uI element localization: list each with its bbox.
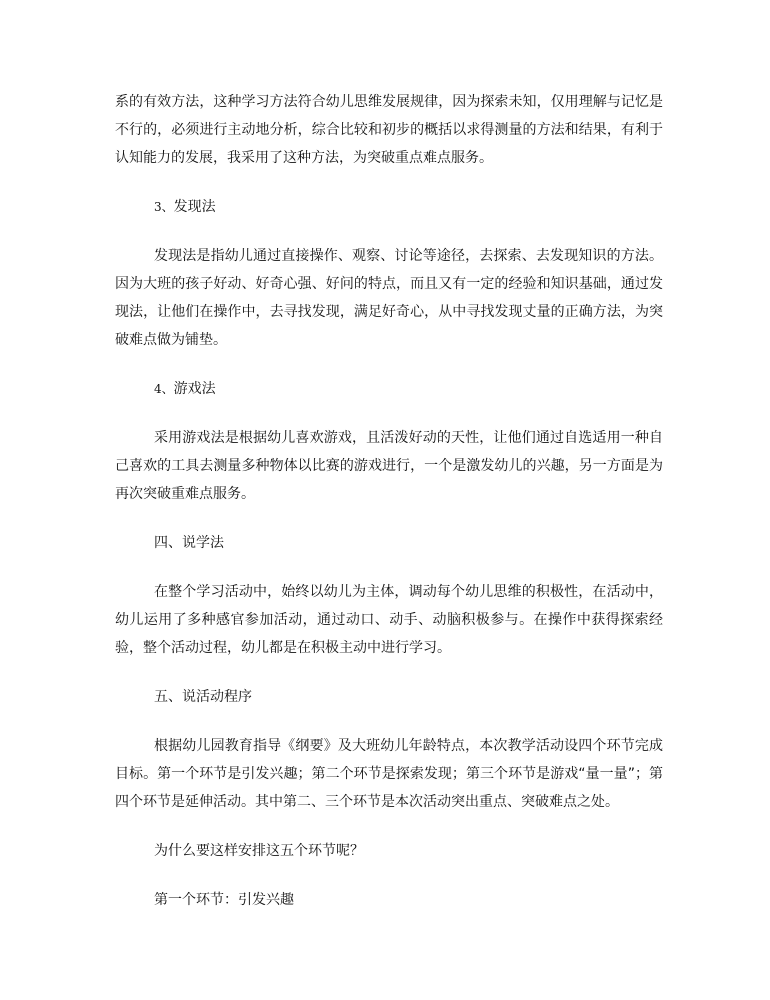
heading-number: 3、 (154, 200, 174, 214)
paragraph-activity-procedure: 根据幼儿园教育指导《纲要》及大班幼儿年龄特点，本次教学活动设四个环节完成目标。第一个环节是引发兴趣；第二个环节是探索发现；第三个环节是游戏“量一量”；第四个环节是延伸活动。其中第二、三个环节是本次活动突出重点、突破难点之处。 (115, 738, 663, 810)
heading-text: 发现法 (173, 199, 216, 215)
heading-game-method (115, 375, 663, 403)
heading-activity-procedure: 五、说活动程序 (154, 689, 252, 705)
paragraph-question: 为什么要这样安排这五个环节呢？ (154, 843, 364, 859)
heading-number: 4、 (154, 382, 174, 396)
heading-learning-method: 四、说学法 (154, 535, 224, 551)
paragraph-discovery-method: 发现法是指幼儿通过直接操作、观察、讨论等途径，去探索、去发现知识的方法。因为大班的孩子好动、好奇心强、好问的特点，而且又有一定的经验和知识基础，通过发现法，让他们在操作中，去寻找发现，满足好奇心，从中寻找发现丈量的正确方法，为突破难点做为铺垫。 (115, 248, 663, 348)
paragraph-method-summary: 系的有效方法，这种学习方法符合幼儿思维发展规律，因为探索未知，仅用理解与记忆是不行的，必须进行主动地分析，综合比较和初步的概括以求得测量的方法和结果，有利于认知能力的发展，我采用了这种方法，为突破重点难点服务。 (115, 94, 663, 166)
document-body (115, 88, 663, 914)
heading-text: 游戏法 (173, 381, 216, 397)
heading-discovery-method (115, 193, 663, 221)
paragraph-first-step: 第一个环节：引发兴趣 (154, 892, 294, 908)
paragraph-learning-method: 在整个学习活动中，始终以幼儿为主体，调动每个幼儿思维的积极性，在活动中，幼儿运用了多种感官参加活动，通过动口、动手、动脑积极参与。在操作中获得探索经验，整个活动过程，幼儿都是在积极主动中进行学习。 (115, 584, 663, 656)
paragraph-game-method: 采用游戏法是根据幼儿喜欢游戏，且活泼好动的天性，让他们通过自选适用一种自己喜欢的工具去测量多种物体以比赛的游戏进行，一个是激发幼儿的兴趣，另一方面是为再次突破重难点服务。 (115, 430, 663, 502)
